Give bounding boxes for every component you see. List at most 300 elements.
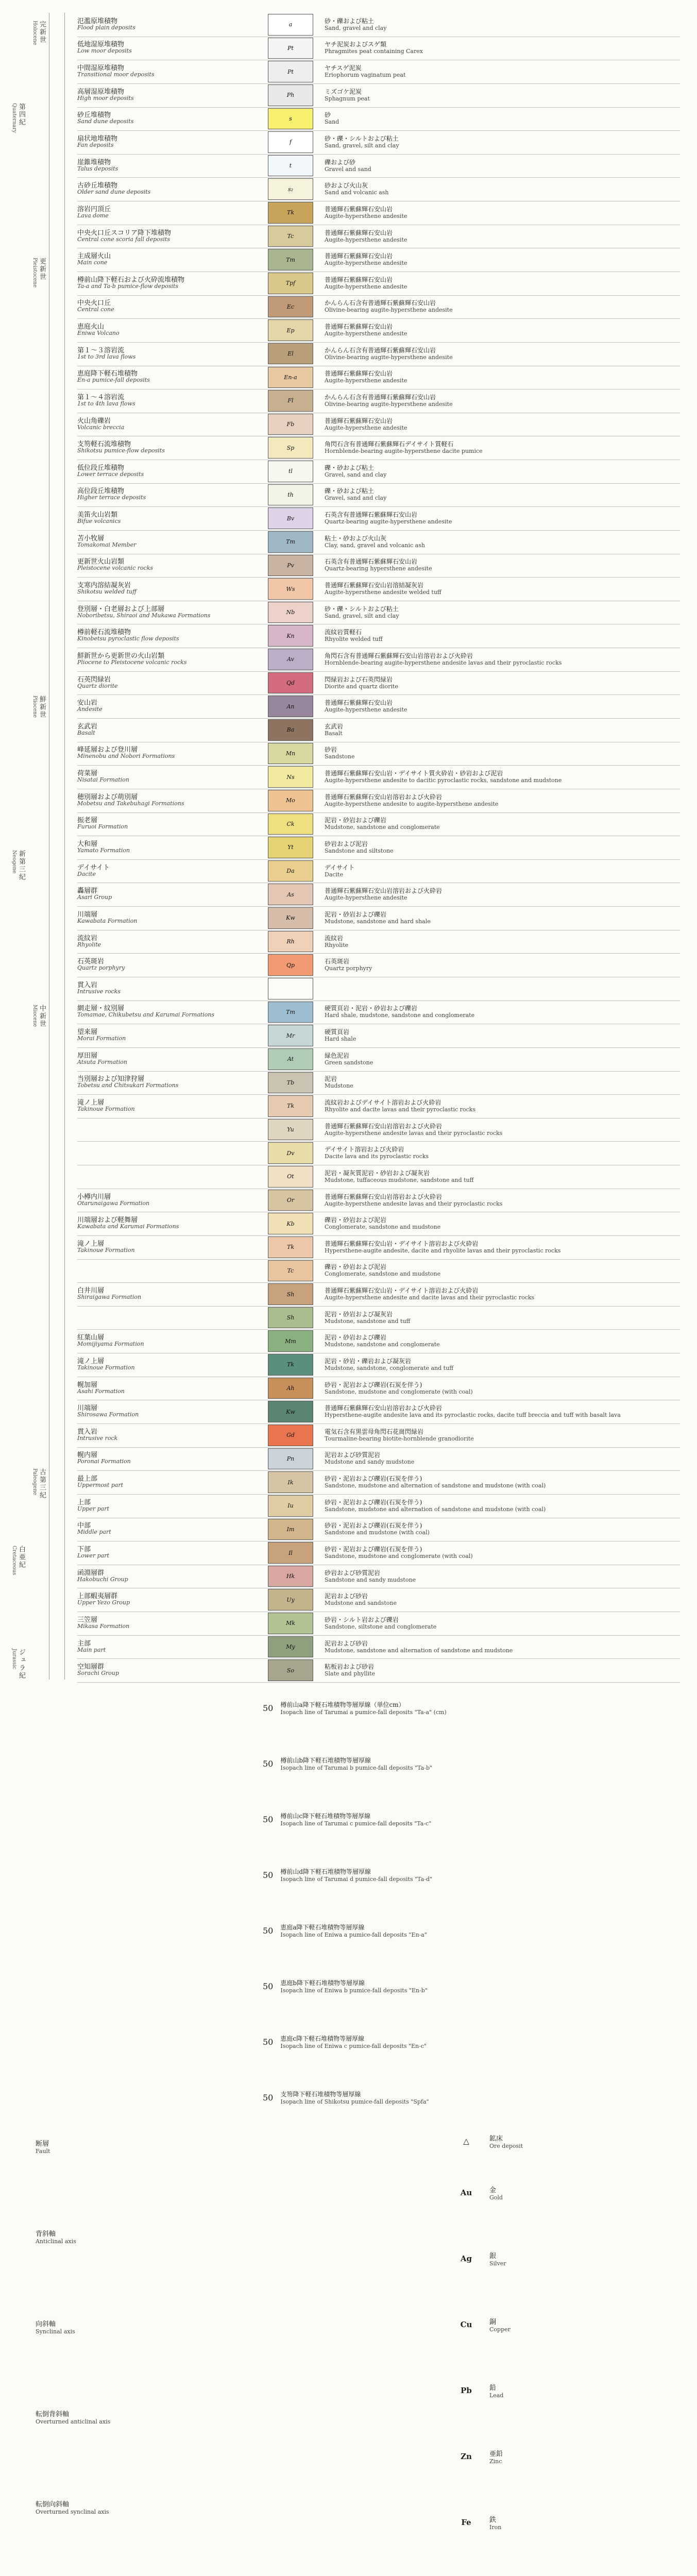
unit-color-swatch [268, 1283, 313, 1305]
mineral-label-jp: 金 [489, 2187, 497, 2194]
isopach-label [280, 1700, 446, 1716]
unit-description [325, 747, 680, 760]
unit-name [77, 1288, 268, 1300]
unit-name-jp: 当別層および知津狩層 [77, 1075, 145, 1083]
mineral-header-label [489, 2133, 523, 2149]
legend-unit-row [77, 1612, 680, 1635]
unit-color-swatch [268, 131, 313, 153]
mineral-label-en: Lead [489, 2392, 504, 2399]
unit-color-swatch [268, 14, 313, 36]
legend-unit-row [77, 177, 680, 201]
unit-description [325, 230, 680, 243]
mineral-item [443, 2448, 680, 2465]
unit-desc-jp: 普通輝石紫蘇輝石安山岩溶結凝灰岩 [325, 582, 424, 589]
unit-code: Kn [286, 632, 295, 639]
unit-name-en: Pleistocene volcanic rocks [77, 565, 154, 572]
unit-code: Kw [286, 914, 295, 922]
symbol-label-jp: 転倒向斜軸 [36, 2501, 70, 2509]
unit-color-swatch [268, 625, 313, 647]
unit-color-swatch [268, 1636, 313, 1658]
unit-name-jp: 空知層群 [77, 1663, 105, 1671]
row-divider [77, 1658, 680, 1659]
unit-code: Hk [286, 1573, 295, 1580]
legend-unit-row [77, 930, 680, 954]
unit-code: Tk [286, 1244, 294, 1251]
unit-description [325, 888, 680, 901]
unit-desc-jp: デイサイト溶岩および火砕岩 [325, 1146, 404, 1154]
unit-description [325, 865, 680, 878]
unit-desc-jp: 礫および砂 [325, 158, 356, 166]
unit-name-jp: 貫入岩 [77, 981, 98, 989]
unit-name [77, 630, 268, 642]
unit-desc-jp: 普通輝石紫蘇輝石安山岩 [325, 276, 393, 283]
isopach-label [280, 1811, 431, 1827]
unit-name [77, 277, 268, 290]
unit-code: Ah [286, 1385, 295, 1392]
unit-desc-en: Sand, gravel, silt and clay [325, 612, 399, 619]
unit-description [325, 770, 680, 784]
unit-code: Mo [286, 797, 295, 804]
unit-color-swatch [268, 296, 313, 318]
unit-description [325, 723, 680, 737]
unit-desc-en: Hard shale, mudstone, sandstone and conglomerate [325, 1012, 475, 1019]
unit-description [325, 629, 680, 642]
unit-name [77, 677, 268, 689]
mineral-label-jp: 亜鉛 [489, 2450, 503, 2458]
mineral-label-en: Iron [489, 2524, 502, 2531]
legend-unit-row [77, 342, 680, 366]
unit-name [77, 324, 268, 336]
legend-unit-row [77, 13, 680, 37]
unit-desc-jp: かんらん石含有普通輝石紫蘇輝石安山岩 [325, 299, 436, 307]
unit-desc-jp: 普通輝石紫蘇輝石安山岩 [325, 229, 393, 236]
unit-color-swatch [268, 907, 313, 929]
mineral-label-en: Copper [489, 2326, 511, 2333]
legend-unit-row [77, 694, 680, 718]
isopach-label-jp: 恵庭a降下軽石堆積物等層厚線 [280, 1924, 365, 1931]
isopach-line-icon [263, 1703, 273, 1713]
unit-name-jp: 第１～３溶岩流 [77, 346, 125, 354]
unit-desc-jp: 泥岩・砂岩および礫岩 [325, 1334, 387, 1342]
unit-name-en: Quartz diorite [77, 682, 118, 689]
unit-name [77, 1594, 268, 1606]
unit-code: Kw [286, 1408, 295, 1415]
unit-desc-jp: 礫岩・砂岩および泥岩 [325, 1216, 387, 1224]
unit-name-jp: 低位段丘堆積物 [77, 464, 125, 472]
unit-name-jp: 支笏軽石流堆積物 [77, 440, 131, 449]
unit-desc-en: Augite-hypersthene andesite [325, 212, 407, 219]
unit-description [325, 558, 680, 572]
legend-unit-row [77, 1306, 680, 1330]
mineral-label-en: Zinc [489, 2458, 502, 2465]
row-divider [77, 859, 680, 860]
unit-code: Sh [286, 1291, 295, 1298]
symbol-label [36, 2409, 110, 2425]
unit-description [325, 535, 680, 549]
unit-name [77, 136, 268, 148]
unit-name-jp: 鮮新世から更新世の火山岩類 [77, 652, 165, 660]
unit-name [77, 1241, 268, 1253]
symbol-label-en: Anticlinal axis [36, 2238, 76, 2245]
unit-desc-en: Sand, gravel and clay [325, 24, 387, 31]
unit-description [325, 18, 680, 31]
unit-desc-jp: 石英斑岩 [325, 958, 350, 965]
unit-name-jp: 貫入岩 [77, 1428, 98, 1436]
unit-description [325, 676, 680, 690]
legend-unit-row [77, 1189, 680, 1212]
unit-name-en: Shikotsu welded tuff [77, 588, 137, 596]
isopach-label [280, 2090, 429, 2105]
row-divider [77, 1494, 680, 1495]
legend-unit-row [77, 107, 680, 131]
unit-code: Mn [285, 750, 296, 757]
legend-unit-row [77, 483, 680, 507]
unit-code: Gd [286, 1432, 295, 1439]
unit-code: Dv [286, 1149, 295, 1157]
unit-name-jp: 石英斑岩 [77, 958, 105, 966]
unit-color-swatch [268, 155, 313, 177]
svg-text:50: 50 [263, 1703, 274, 1713]
unit-name [77, 1217, 268, 1230]
unit-color-swatch [268, 61, 313, 82]
unit-name-en: Takinoue Formation [77, 1364, 135, 1371]
row-divider [77, 1071, 680, 1072]
unit-name [77, 65, 268, 78]
unit-description [325, 1099, 680, 1113]
unit-name-jp: 高位段丘堆積物 [77, 487, 125, 496]
unit-name [77, 1452, 268, 1465]
unit-name-jp: 函淵層群 [77, 1569, 105, 1577]
unit-color-swatch [268, 202, 313, 224]
unit-name-jp: 川端層 [77, 910, 98, 919]
unit-color-swatch [268, 1330, 313, 1352]
unit-desc-en: Sand, gravel, silt and clay [325, 142, 399, 149]
unit-name-jp: 中央火口丘 [77, 299, 111, 308]
unit-description [325, 794, 680, 807]
unit-desc-en: Sandstone and mudstone (with coal) [325, 1529, 430, 1536]
unit-code: Kb [286, 1220, 295, 1227]
unit-desc-en: Mudstone and sandy mudstone [325, 1459, 415, 1466]
unit-name-jp: 幌加層 [77, 1381, 98, 1389]
unit-code: Sh [286, 1314, 295, 1321]
mineral-item [443, 2184, 680, 2201]
unit-color-swatch [268, 273, 313, 294]
unit-color-swatch [268, 837, 313, 858]
unit-name-en: Asari Group [77, 894, 112, 901]
unit-code: En-a [284, 374, 297, 381]
isopach-item [263, 2034, 685, 2049]
unit-name [77, 841, 268, 854]
era-name-en: Pliocene [32, 696, 38, 718]
unit-name [77, 1359, 268, 1371]
unit-desc-en: Gravel and sand [325, 165, 371, 173]
unit-code: Tk [286, 1103, 294, 1110]
unit-code: Tk [286, 1361, 294, 1368]
unit-name-en: 1st to 4th lava flows [77, 400, 135, 407]
legend-unit-row [77, 506, 680, 530]
unit-code: Tk [286, 209, 294, 216]
unit-name-en: Asahi Formation [77, 1387, 125, 1395]
unit-desc-jp: 流紋岩質軽石 [325, 629, 362, 636]
legend-unit-row [77, 248, 680, 272]
unit-code: Or [286, 1197, 295, 1204]
mineral-code: Fe [461, 2518, 471, 2527]
isopach-item [263, 1867, 685, 1883]
symbol-label-jp: 向斜軸 [36, 2320, 56, 2328]
unit-description [325, 958, 680, 972]
unit-code: Tpf [285, 280, 296, 287]
unit-desc-jp: ヤチスゲ泥炭 [325, 64, 362, 72]
isopach-label [280, 1978, 427, 1994]
row-divider [77, 483, 680, 484]
unit-color-swatch [268, 1659, 313, 1681]
row-divider [77, 506, 680, 507]
unit-name [77, 442, 268, 454]
unit-name [77, 653, 268, 666]
unit-color-swatch [268, 414, 313, 435]
unit-desc-jp: 砂岩および泥岩 [325, 840, 368, 848]
legend-unit-row [77, 1235, 680, 1259]
isopach-label-en: Isopach line of Tarumai c pumice-fall deposits "Ta-c" [280, 1820, 432, 1827]
era-name-en: Quaternary [11, 103, 17, 133]
unit-desc-en: Sandstone, mudstone and conglomerate (with coal) [325, 1553, 473, 1560]
unit-name-jp: 美笛火山岩類 [77, 511, 118, 519]
unit-desc-jp: 砂・礫・シルトおよび粘土 [325, 605, 399, 613]
unit-color-swatch [268, 649, 313, 670]
unit-description [325, 253, 680, 266]
row-divider [77, 1306, 680, 1307]
unit-desc-en: Quartz porphyry [325, 965, 372, 972]
legend-unit-row [77, 718, 680, 742]
unit-name [77, 1641, 268, 1653]
unit-color-swatch [268, 1025, 313, 1046]
unit-name-jp: 下部 [77, 1546, 91, 1553]
era-label [10, 103, 25, 133]
era-name: 鮮新世 [38, 696, 46, 719]
svg-text:50: 50 [263, 1925, 274, 1936]
unit-description [325, 1522, 680, 1536]
unit-name-en: Uppermost part [77, 1482, 124, 1489]
unit-desc-en: Diorite and quartz diorite [325, 683, 398, 690]
structure-symbol-item [23, 2138, 270, 2155]
unit-desc-en: Mudstone, sandstone and tuff [325, 1317, 411, 1325]
unit-code: Im [286, 1526, 295, 1533]
unit-name [77, 512, 268, 524]
unit-color-swatch [268, 766, 313, 788]
isopach-label-jp: 樽前山d降下軽石堆積物等層厚線 [280, 1868, 371, 1875]
structure-symbol-item [23, 2409, 270, 2425]
unit-desc-en: Sphagnum peat [325, 95, 370, 102]
unit-name-jp: 中央火口丘スコリア降下堆積物 [77, 229, 172, 237]
legend-unit-row [77, 201, 680, 225]
legend-unit-row [77, 671, 680, 695]
unit-desc-en: Augite-hypersthene andesite [325, 894, 407, 902]
unit-description [325, 1029, 680, 1042]
legend-unit-row [77, 906, 680, 930]
unit-name-jp: 望来層 [77, 1028, 98, 1037]
legend-unit-row [77, 577, 680, 601]
unit-name-jp: 苫小牧層 [77, 534, 105, 543]
legend-unit-row [77, 859, 680, 883]
mineral-item [443, 2250, 680, 2267]
unit-name-en: Main cone [77, 259, 108, 266]
unit-name [77, 1194, 268, 1207]
unit-name-jp: デイサイト [77, 863, 110, 872]
unit-code: Av [287, 656, 294, 663]
unit-description [325, 159, 680, 173]
unit-name-en: 1st to 3rd lava flows [77, 353, 136, 360]
unit-name-jp: 中間湿原堆積物 [77, 64, 125, 73]
unit-code: Pt [287, 44, 294, 52]
symbol-label-en: Overturned synclinal axis [36, 2509, 109, 2515]
isopach-item [263, 1756, 685, 1771]
unit-name-en: Central cone scoria fall deposits [77, 235, 171, 243]
svg-text:50: 50 [263, 2092, 274, 2103]
unit-name-jp: 上部 [77, 1498, 91, 1506]
unit-name [77, 794, 268, 807]
mineral-label [489, 2316, 511, 2333]
row-divider [77, 1447, 680, 1448]
legend-unit-row [77, 413, 680, 436]
unit-desc-en: Green sandstone [325, 1059, 373, 1066]
unit-description [325, 488, 680, 501]
unit-desc-jp: 普通輝石紫蘇輝石安山岩溶岩および火砕岩 [325, 793, 443, 801]
unit-color-swatch [268, 108, 313, 130]
legend-unit-row [77, 530, 680, 554]
symbol-label [36, 2138, 50, 2155]
unit-desc-en: Olivine-bearing augite-hypersthene andesite [325, 353, 453, 361]
isopach-label-en: Isopach line of Tarumai b pumice-fall deposits "Ta-b" [280, 1765, 433, 1771]
mineral-code: Au [460, 2188, 472, 2197]
row-divider [77, 1235, 680, 1236]
row-divider [77, 1047, 680, 1048]
unit-name-en: Andesite [77, 706, 103, 713]
unit-name [77, 1100, 268, 1112]
unit-name-jp: 最上部 [77, 1475, 98, 1483]
unit-desc-jp: 石英含有普通輝石紫蘇輝石安山岩 [325, 558, 418, 566]
unit-name-en: Quartz porphyry [77, 964, 125, 972]
unit-description [325, 1170, 680, 1183]
legend-unit-row [77, 1447, 680, 1471]
era-name-en: Miocene [32, 1005, 38, 1027]
row-divider [77, 577, 680, 578]
unit-name-en: Basalt [77, 729, 95, 736]
unit-name-jp: 滝ノ上層 [77, 1357, 105, 1365]
unit-color-swatch [268, 1048, 313, 1070]
unit-code: a [288, 21, 293, 28]
unit-name [77, 418, 268, 431]
legend-unit-row [77, 154, 680, 178]
unit-color-swatch [268, 1260, 313, 1282]
unit-code: Tm [286, 1008, 295, 1015]
unit-color-swatch [268, 1166, 313, 1188]
unit-name [77, 1500, 268, 1512]
unit-code: My [286, 1643, 295, 1651]
legend-unit-row [77, 742, 680, 766]
unit-description [325, 1570, 680, 1583]
unit-color-swatch [268, 743, 313, 765]
unit-desc-jp: 砂岩 [325, 746, 337, 754]
unit-color-swatch [268, 390, 313, 412]
unit-name [77, 888, 268, 901]
unit-desc-jp: 角閃石含有普通輝石紫蘇輝石安山岩溶岩および火砕岩 [325, 652, 473, 659]
unit-code: Mk [286, 1620, 295, 1627]
unit-description [325, 1053, 680, 1066]
symbol-label-en: Fault [36, 2148, 50, 2155]
unit-code: Pt [287, 68, 294, 75]
unit-desc-jp: 普通輝石紫蘇輝石安山岩・デイサイト溶岩および火砕岩 [325, 1287, 479, 1295]
unit-desc-en: Gravel, sand and clay [325, 471, 387, 478]
unit-desc-jp: 普通輝石紫蘇輝石安山岩・デイサイト質火砕岩・砂岩および泥岩 [325, 770, 503, 777]
unit-name [77, 371, 268, 383]
legend-unit-row [77, 1141, 680, 1165]
column-divider [64, 13, 65, 1680]
legend-unit-row [77, 60, 680, 83]
isopach-item [263, 1923, 685, 1938]
unit-name-en: Lower terrace deposits [77, 470, 144, 478]
unit-desc-en: Augite-hypersthene andesite lavas and their pyroclastic rocks [325, 1129, 503, 1137]
era-name-en: Paleogene [32, 1468, 38, 1496]
row-divider [77, 906, 680, 907]
symbol-label-jp: 断層 [36, 2140, 49, 2148]
row-divider [77, 1329, 680, 1330]
unit-code: Ec [286, 303, 295, 310]
unit-description [325, 1640, 680, 1654]
unit-desc-jp: 流紋岩およびデイサイト溶岩および火砕岩 [325, 1098, 441, 1106]
unit-name [77, 959, 268, 971]
unit-color-swatch [268, 461, 313, 482]
unit-desc-en: Conglomerate, sandstone and mudstone [325, 1224, 441, 1231]
unit-name-jp: 主成層火山 [77, 252, 111, 261]
unit-name-en: Noboribetsu, Shiraoi and Mukawa Formations [77, 612, 211, 619]
unit-code: f [289, 139, 292, 146]
unit-desc-jp: 泥岩 [325, 1075, 337, 1083]
legend-unit-row [77, 1094, 680, 1118]
unit-color-swatch [268, 978, 313, 999]
unit-desc-en: Mudstone, sandstone, conglomerate and tuff [325, 1364, 454, 1371]
unit-name [77, 747, 268, 759]
unit-code: Ns [286, 773, 295, 781]
unit-color-swatch [268, 696, 313, 717]
mineral-label [489, 2448, 503, 2465]
mineral-label [489, 2250, 506, 2267]
unit-code: Rh [286, 938, 295, 945]
unit-description [325, 1076, 680, 1089]
unit-desc-en: Augite-hypersthene andesite and dacite lavas and their pyroclastic rocks [325, 1294, 535, 1301]
legend-unit-row [77, 295, 680, 319]
era-name: 第四紀 [18, 103, 25, 126]
legend-unit-row [77, 1329, 680, 1353]
unit-name [77, 89, 268, 101]
unit-name-en: Hakobuchi Group [77, 1575, 128, 1583]
unit-code: s [289, 115, 292, 122]
unit-color-swatch [268, 884, 313, 905]
unit-name [77, 1664, 268, 1676]
unit-name-en: Takinoue Formation [77, 1246, 135, 1253]
row-divider [77, 177, 680, 178]
unit-desc-en: Clay, sand, gravel and volcanic ash [325, 541, 425, 549]
unit-name-en: Higher terrace deposits [77, 494, 146, 501]
row-divider [77, 953, 680, 954]
unit-description [325, 465, 680, 478]
unit-name-en: Main part [77, 1646, 106, 1653]
row-divider [77, 1259, 680, 1260]
unit-description [325, 1264, 680, 1277]
unit-desc-jp: 普通輝石紫蘇輝石安山岩 [325, 699, 393, 707]
unit-name-jp: 三笠層 [77, 1616, 98, 1624]
era-name-en: Holocene [32, 21, 38, 45]
unit-name-en: Dacite [77, 870, 96, 877]
